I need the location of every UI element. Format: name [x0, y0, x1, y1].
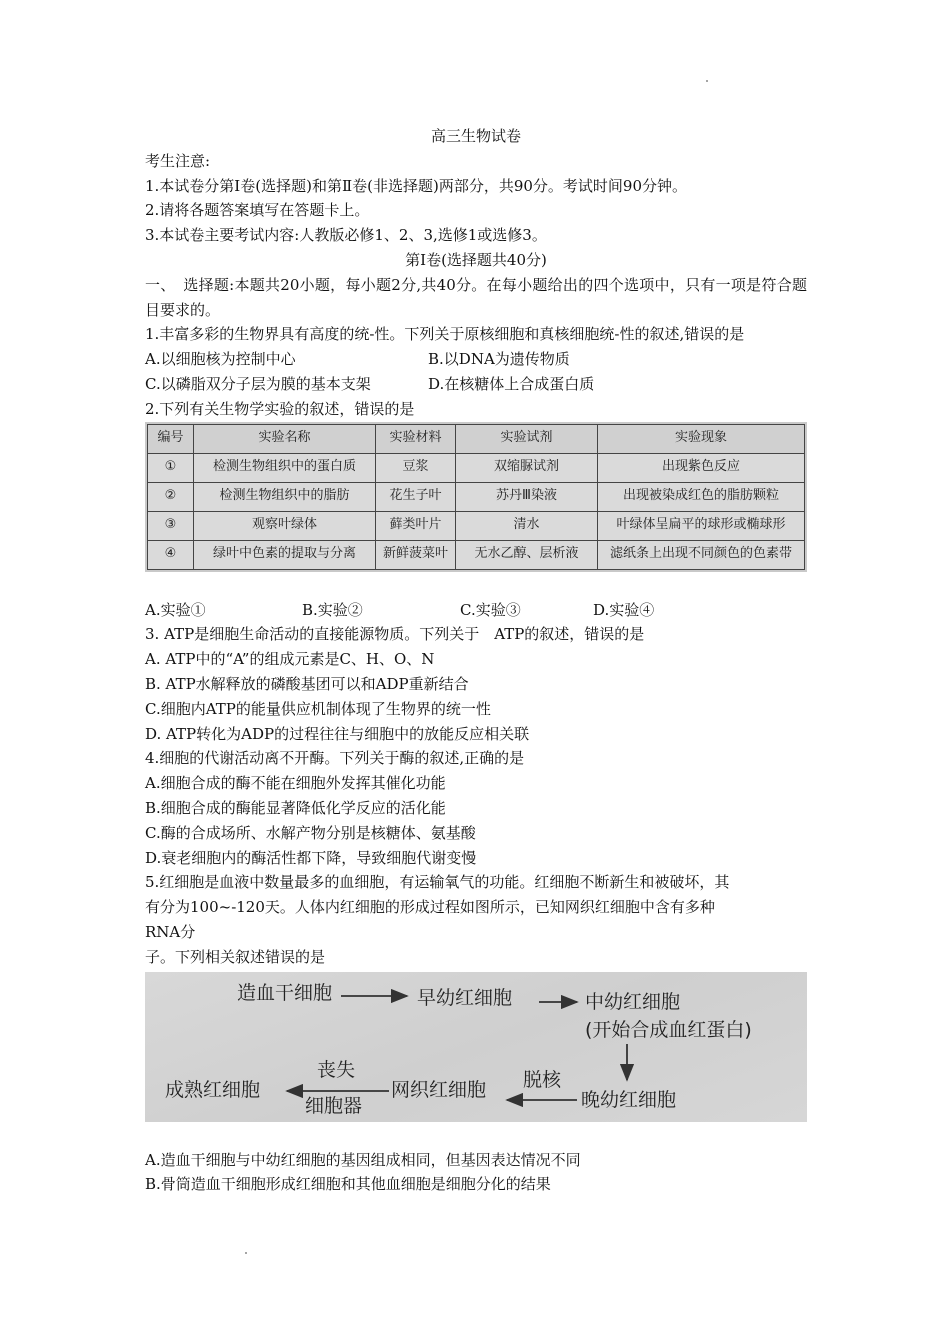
notice-heading: 考生注意:: [145, 151, 211, 170]
flow-node-late: 晚幼红细胞: [581, 1088, 677, 1111]
table-cell: 检测生物组织中的脂肪: [194, 482, 376, 511]
table-cell: ②: [148, 482, 194, 511]
table-header: 实验名称: [194, 424, 376, 453]
flow-edge-enucleation: 脱核: [523, 1068, 562, 1091]
q2-options: [145, 598, 807, 623]
q4-option-c: C.酶的合成场所、水解产物分别是核糖体、氨基酸: [145, 823, 476, 842]
q5-option-a: A.造血干细胞与中幼红细胞的基因组成相同，但基因表达情况不同: [145, 1150, 581, 1169]
q5-stem: 子。下列相关叙述错误的是: [145, 947, 326, 966]
table-cell: ③: [148, 511, 194, 540]
q3-option-d: D. ATP转化为ADP的过程往往与细胞中的放能反应相关联: [145, 724, 530, 743]
table-header: 实验试剂: [456, 424, 598, 453]
experiment-table: [147, 424, 805, 570]
table-cell: ①: [148, 453, 194, 482]
table-header: 实验现象: [598, 424, 805, 453]
exam-title: 高三生物试卷: [430, 127, 521, 145]
table-cell: 出现紫色反应: [598, 453, 805, 482]
table-cell: 检测生物组织中的蛋白质: [194, 453, 376, 482]
part1-title: 第Ⅰ卷(选择题共40分): [405, 250, 547, 269]
table-cell: 苏丹Ⅲ染液: [456, 482, 598, 511]
table-header: 实验材料: [376, 424, 456, 453]
q4-option-b: B.细胞合成的酶能显著降低化学反应的活化能: [145, 798, 446, 817]
q3-option-b: B. ATP水解释放的磷酸基团可以和ADP重新结合: [145, 674, 469, 693]
q1-option-d: D.在核糖体上合成蛋白质: [428, 374, 595, 393]
table-cell: 双缩脲试剂: [456, 453, 598, 482]
q4-stem: 4.细胞的代谢活动离不开酶。下列关于酶的叙述,正确的是: [145, 749, 525, 768]
flow-node-reticulocyte: 网织红细胞: [391, 1078, 487, 1101]
table-cell: 花生子叶: [376, 482, 456, 511]
table-cell: 清水: [456, 511, 598, 540]
table-cell: 滤纸条上出现不同颜色的色素带: [598, 540, 805, 569]
scan-speck: [245, 1252, 247, 1254]
q2-table-image: [145, 422, 807, 572]
table-cell: 绿叶中色素的提取与分离: [194, 540, 376, 569]
table-row: [148, 482, 805, 511]
q1-option-a: A.以细胞核为控制中心: [145, 350, 296, 369]
q2-stem: 2.下列有关生物学实验的叙述，错误的是: [145, 399, 415, 418]
exam-content: [145, 124, 807, 1197]
q5-stem: 有分为100~-120天。人体内红细胞的形成过程如图所示，已知网织红细胞中含有多种: [145, 898, 715, 917]
q4-option-a: A.细胞合成的酶不能在细胞外发挥其催化功能: [145, 774, 446, 793]
q5-stem: RNA分: [145, 922, 196, 941]
q3-option-c: C.细胞内ATP的能量供应机制体现了生物界的统一性: [145, 699, 491, 718]
q1-options-row1: [145, 347, 807, 372]
table-cell: 观察叶绿体: [194, 511, 376, 540]
flow-node-mature: 成熟红细胞: [165, 1078, 261, 1101]
table-row: [148, 540, 805, 569]
table-cell: 新鲜菠菜叶: [376, 540, 456, 569]
table-cell: 出现被染成红色的脂肪颗粒: [598, 482, 805, 511]
flow-node-middle-note: (开始合成血红蛋白): [585, 1018, 752, 1041]
table-row: [148, 453, 805, 482]
q5-stem: 5.红细胞是血液中数量最多的血细胞，有运输氧气的功能。红细胞不断新生和被破坏，其: [145, 873, 730, 892]
notice-item: 2.请将各题答案填写在答题卡上。: [145, 201, 370, 220]
flow-edge-organelles: 细胞器: [305, 1094, 363, 1117]
table-cell: 藓类叶片: [376, 511, 456, 540]
table-cell: 无水乙醇、层析液: [456, 540, 598, 569]
table-header: 编号: [148, 424, 194, 453]
table-cell: 叶绿体呈扁平的球形或椭球形: [598, 511, 805, 540]
table-row: [148, 511, 805, 540]
table-header-row: [148, 424, 805, 453]
flow-edge-lose: 丧失: [317, 1058, 356, 1081]
q5-flow-diagram: [145, 972, 807, 1122]
q3-stem: 3. ATP是细胞生命活动的直接能源物质。下列关于 ATP的叙述，错误的是: [145, 625, 645, 644]
flow-node-middle: 中幼红细胞: [585, 990, 681, 1013]
q3-option-a: A. ATP中的“A”的组成元素是C、H、O、N: [145, 650, 435, 669]
q2-option-b: B.实验②: [302, 600, 363, 619]
q2-option-c: C.实验③: [460, 600, 521, 619]
section1-intro: 一、 选择题:本题共20小题，每小题2分,共40分。在每小题给出的四个选项中，只有一项是符合题目要求的。: [145, 275, 807, 319]
table-cell: 豆浆: [376, 453, 456, 482]
q2-option-a: A.实验①: [145, 600, 206, 619]
scan-speck: [706, 80, 708, 82]
table-cell: ④: [148, 540, 194, 569]
q1-option-b: B.以DNA为遗传物质: [428, 350, 570, 369]
q4-option-d: D.衰老细胞内的酶活性都下降，导致细胞代谢变慢: [145, 848, 477, 867]
q1-option-c: C.以磷脂双分子层为膜的基本支架: [145, 374, 371, 393]
flow-node-early: 早幼红细胞: [417, 986, 513, 1009]
flow-node-hsc: 造血干细胞: [237, 981, 333, 1004]
q5-option-b: B.骨筒造血干细胞形成红细胞和其他血细胞是细胞分化的结果: [145, 1175, 551, 1194]
notice-item: 1.本试卷分第Ⅰ卷(选择题)和第Ⅱ卷(非选择题)两部分，共90分。考试时间90分钟。: [145, 176, 688, 195]
q2-option-d: D.实验④: [593, 600, 655, 619]
q1-stem: 1.丰富多彩的生物界具有高度的统-性。下列关于原核细胞和真核细胞统-性的叙述,错误的是: [145, 325, 745, 344]
notice-item: 3.本试卷主要考试内容:人教版必修1、2、3,选修1或选修3。: [145, 226, 547, 245]
q1-options-row2: [145, 372, 807, 397]
